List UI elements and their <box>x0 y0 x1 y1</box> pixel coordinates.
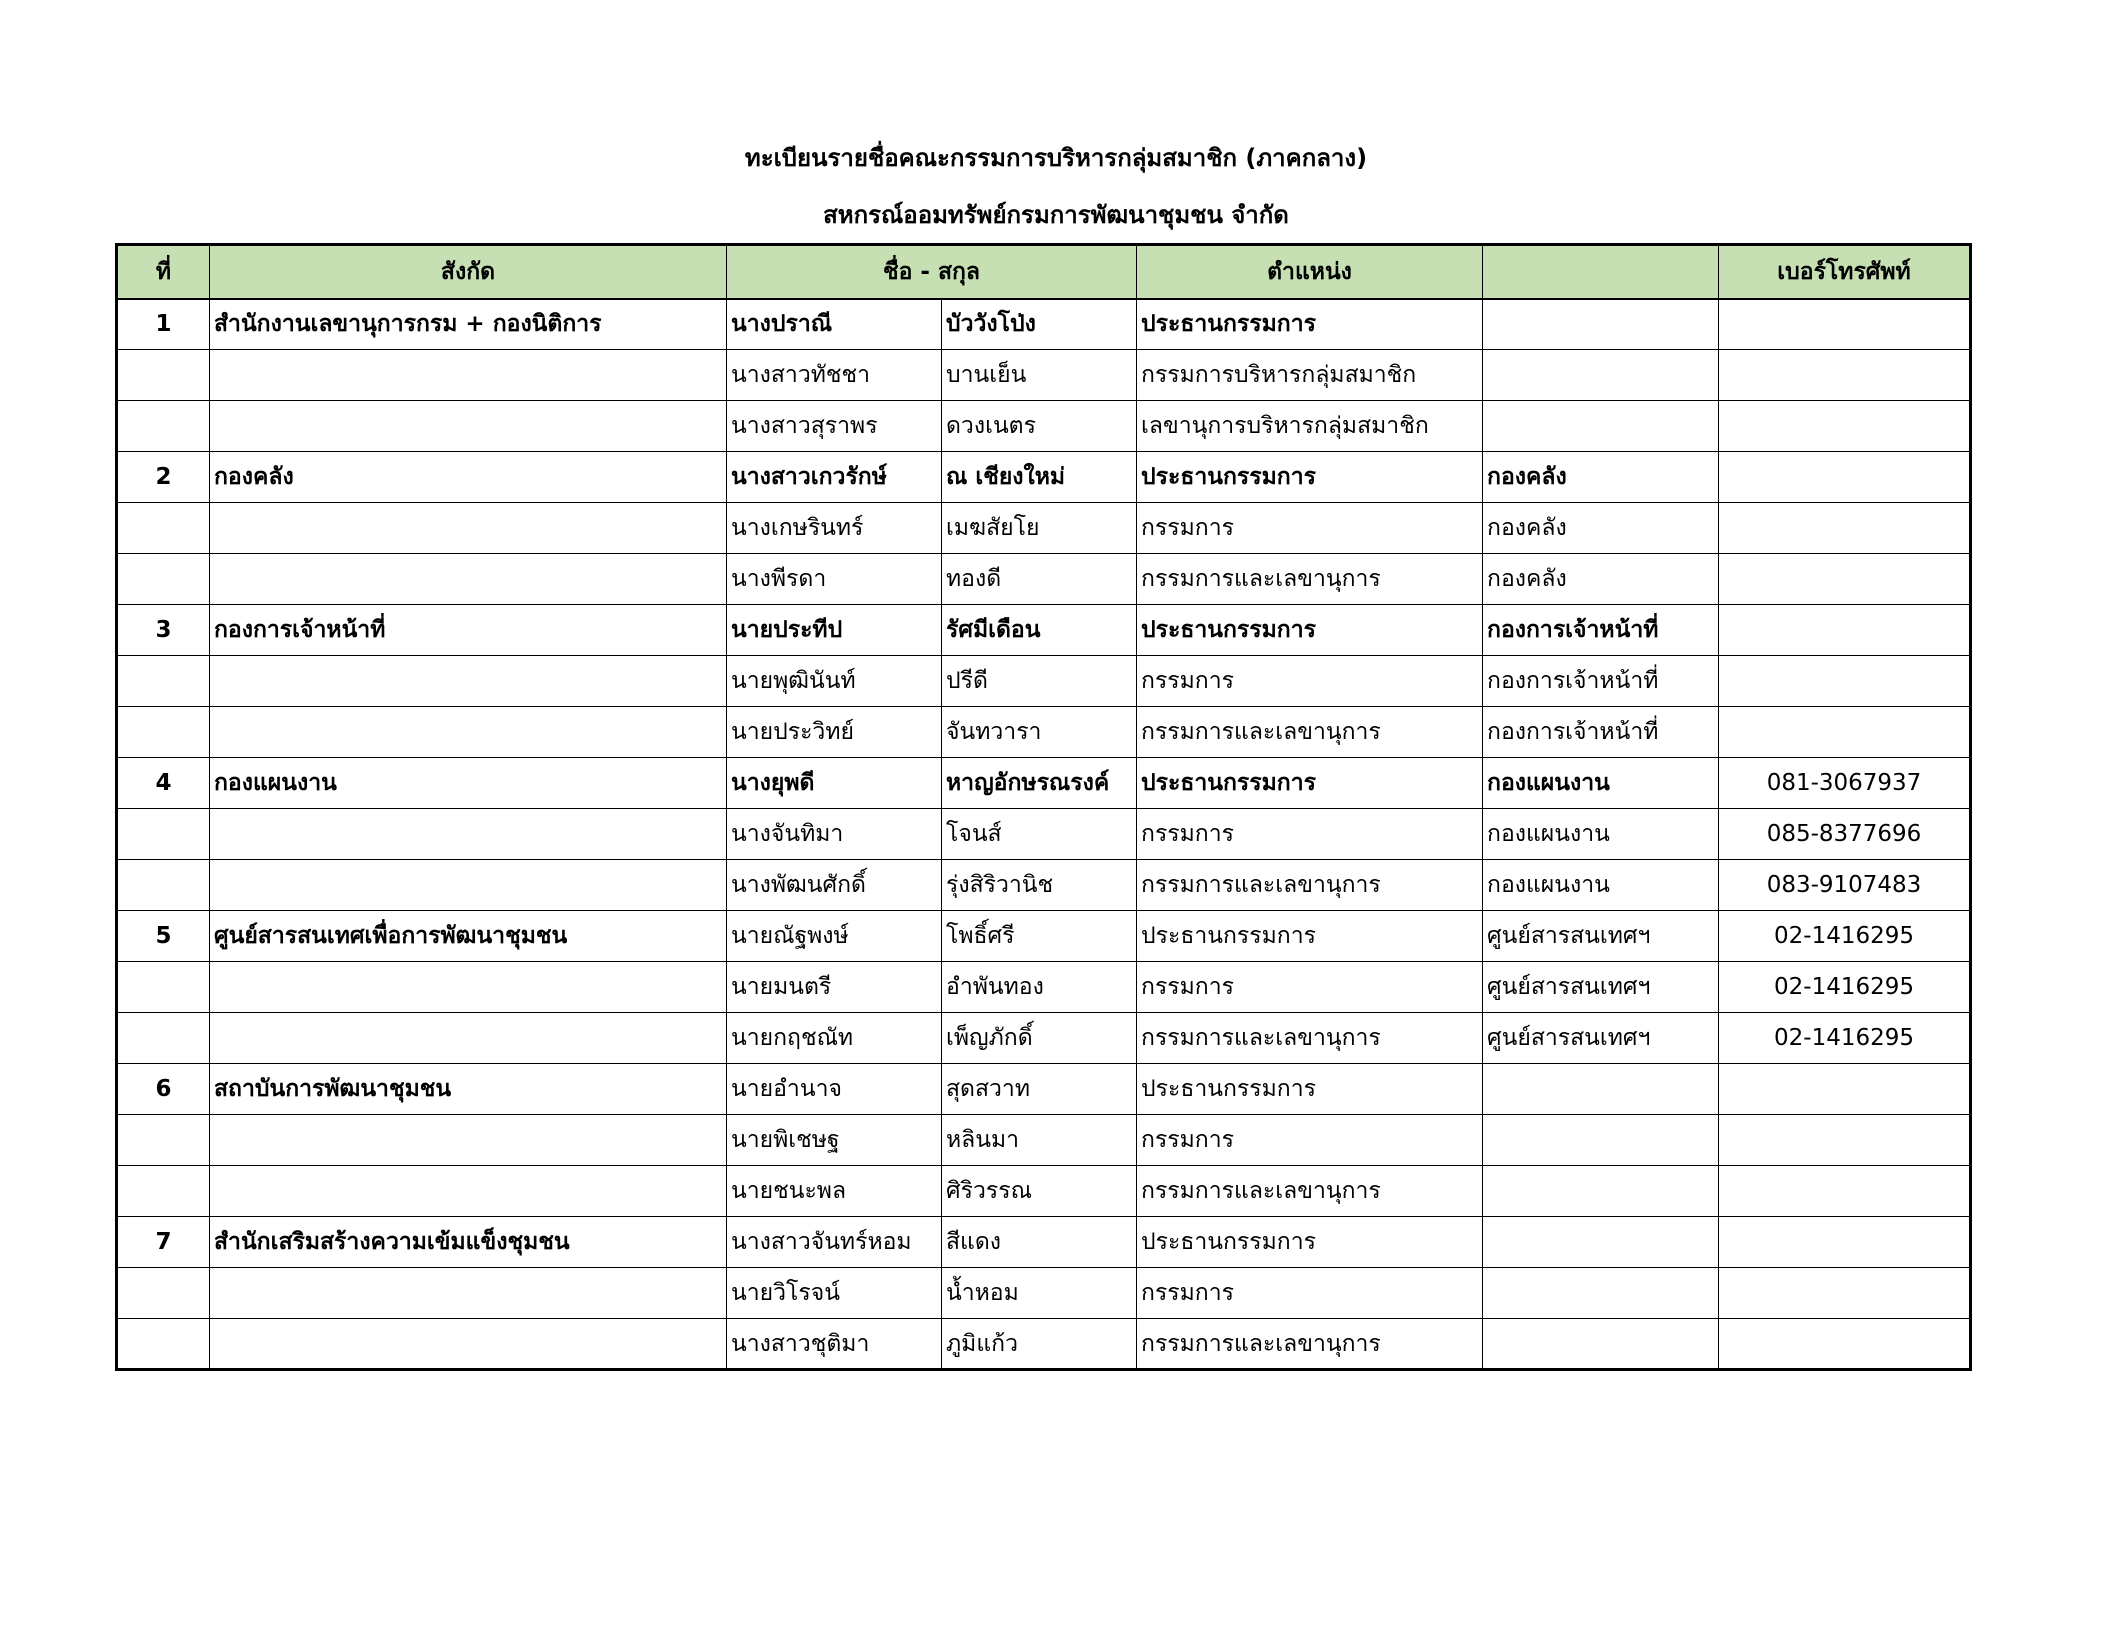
row-number <box>117 554 210 605</box>
row-number <box>117 503 210 554</box>
table-row <box>117 401 1971 452</box>
unit-cell: กองแผนงาน <box>210 758 727 809</box>
phone-cell <box>1719 350 1971 401</box>
last-name-cell: ภูมิแก้ว <box>942 1319 1137 1370</box>
table-row <box>117 350 1971 401</box>
header-dept <box>1483 245 1719 299</box>
position-cell: กรรมการ <box>1137 809 1483 860</box>
table-row <box>117 1013 1971 1064</box>
last-name-cell: โพธิ์ศรี <box>942 911 1137 962</box>
department-cell: กองคลัง <box>1483 503 1719 554</box>
unit-cell <box>210 1319 727 1370</box>
table-row <box>117 554 1971 605</box>
position-cell: กรรมการและเลขานุการ <box>1137 554 1483 605</box>
header-name: ชื่อ - สกุล <box>727 245 1137 299</box>
first-name-cell: นายชนะพล <box>727 1166 942 1217</box>
unit-cell <box>210 503 727 554</box>
table-row <box>117 758 1971 809</box>
last-name-cell: โจนส์ <box>942 809 1137 860</box>
last-name-cell: บานเย็น <box>942 350 1137 401</box>
department-cell <box>1483 350 1719 401</box>
last-name-cell: รัศมีเดือน <box>942 605 1137 656</box>
table-row <box>117 1319 1971 1370</box>
department-cell <box>1483 1268 1719 1319</box>
department-cell <box>1483 1217 1719 1268</box>
position-cell: กรรมการและเลขานุการ <box>1137 860 1483 911</box>
position-cell: ประธานกรรมการ <box>1137 452 1483 503</box>
phone-cell <box>1719 707 1971 758</box>
department-cell <box>1483 1166 1719 1217</box>
table-row <box>117 911 1971 962</box>
department-cell: ศูนย์สารสนเทศฯ <box>1483 1013 1719 1064</box>
unit-cell <box>210 707 727 758</box>
first-name-cell: นายมนตรี <box>727 962 942 1013</box>
last-name-cell: จันทวารา <box>942 707 1137 758</box>
unit-cell: สำนักงานเลขานุการกรม + กองนิติการ <box>210 299 727 350</box>
last-name-cell: สุดสวาท <box>942 1064 1137 1115</box>
position-cell: กรรมการ <box>1137 656 1483 707</box>
phone-cell <box>1719 1217 1971 1268</box>
phone-cell: 02-1416295 <box>1719 1013 1971 1064</box>
table-row <box>117 1217 1971 1268</box>
first-name-cell: นางพีรดา <box>727 554 942 605</box>
position-cell: กรรมการ <box>1137 503 1483 554</box>
unit-cell: กองคลัง <box>210 452 727 503</box>
phone-cell <box>1719 452 1971 503</box>
first-name-cell: นางพัฒนศักดิ์ <box>727 860 942 911</box>
position-cell: ประธานกรรมการ <box>1137 1064 1483 1115</box>
last-name-cell: เมฆสัยโย <box>942 503 1137 554</box>
department-cell <box>1483 1064 1719 1115</box>
phone-cell <box>1719 1115 1971 1166</box>
unit-cell: ศูนย์สารสนเทศเพื่อการพัฒนาชุมชน <box>210 911 727 962</box>
department-cell <box>1483 1115 1719 1166</box>
document-title: ทะเบียนรายชื่อคณะกรรมการบริหารกลุ่มสมาชิก (ภาคกลาง) <box>744 144 1368 172</box>
unit-cell <box>210 1115 727 1166</box>
phone-cell <box>1719 605 1971 656</box>
department-cell: กองการเจ้าหน้าที่ <box>1483 605 1719 656</box>
phone-cell: 02-1416295 <box>1719 911 1971 962</box>
phone-cell <box>1719 1319 1971 1370</box>
phone-cell: 02-1416295 <box>1719 962 1971 1013</box>
table-row <box>117 860 1971 911</box>
position-cell: กรรมการและเลขานุการ <box>1137 707 1483 758</box>
unit-cell <box>210 350 727 401</box>
department-cell: ศูนย์สารสนเทศฯ <box>1483 911 1719 962</box>
phone-cell: 085-8377696 <box>1719 809 1971 860</box>
last-name-cell: ณ เชียงใหม่ <box>942 452 1137 503</box>
first-name-cell: นางเกษรินทร์ <box>727 503 942 554</box>
table-row <box>117 1268 1971 1319</box>
row-number <box>117 401 210 452</box>
table-row <box>117 503 1971 554</box>
table-row <box>117 809 1971 860</box>
last-name-cell: หาญอักษรณรงค์ <box>942 758 1137 809</box>
row-number <box>117 656 210 707</box>
department-cell: กองแผนงาน <box>1483 758 1719 809</box>
unit-cell <box>210 656 727 707</box>
phone-cell <box>1719 1064 1971 1115</box>
department-cell <box>1483 401 1719 452</box>
phone-cell <box>1719 401 1971 452</box>
document-subtitle: สหกรณ์ออมทรัพย์กรมการพัฒนาชุมชน จำกัด <box>823 201 1289 229</box>
first-name-cell: นางสาวชุติมา <box>727 1319 942 1370</box>
last-name-cell: น้ำหอม <box>942 1268 1137 1319</box>
first-name-cell: นายประวิทย์ <box>727 707 942 758</box>
position-cell: กรรมการและเลขานุการ <box>1137 1013 1483 1064</box>
table-row <box>117 605 1971 656</box>
department-cell: ศูนย์สารสนเทศฯ <box>1483 962 1719 1013</box>
phone-cell <box>1719 1166 1971 1217</box>
last-name-cell: ดวงเนตร <box>942 401 1137 452</box>
position-cell: ประธานกรรมการ <box>1137 605 1483 656</box>
first-name-cell: นายกฤชณัท <box>727 1013 942 1064</box>
position-cell: กรรมการและเลขานุการ <box>1137 1319 1483 1370</box>
row-number: 6 <box>117 1064 210 1115</box>
first-name-cell: นางจันทิมา <box>727 809 942 860</box>
last-name-cell: เพ็ญภักดิ์ <box>942 1013 1137 1064</box>
phone-cell <box>1719 503 1971 554</box>
row-number <box>117 1319 210 1370</box>
first-name-cell: นายอำนาจ <box>727 1064 942 1115</box>
last-name-cell: รุ่งสิริวานิช <box>942 860 1137 911</box>
unit-cell <box>210 809 727 860</box>
table-header-row <box>117 245 1971 299</box>
department-cell: กองการเจ้าหน้าที่ <box>1483 707 1719 758</box>
row-number: 2 <box>117 452 210 503</box>
position-cell: ประธานกรรมการ <box>1137 911 1483 962</box>
position-cell: เลขานุการบริหารกลุ่มสมาชิก <box>1137 401 1483 452</box>
row-number: 5 <box>117 911 210 962</box>
department-cell: กองแผนงาน <box>1483 860 1719 911</box>
position-cell: ประธานกรรมการ <box>1137 1217 1483 1268</box>
last-name-cell: ทองดี <box>942 554 1137 605</box>
first-name-cell: นางสาวสุราพร <box>727 401 942 452</box>
position-cell: ประธานกรรมการ <box>1137 758 1483 809</box>
unit-cell <box>210 554 727 605</box>
first-name-cell: นายณัฐพงษ์ <box>727 911 942 962</box>
first-name-cell: นางสาวจันทร์หอม <box>727 1217 942 1268</box>
position-cell: กรรมการ <box>1137 962 1483 1013</box>
table-row <box>117 452 1971 503</box>
last-name-cell: ปรีดี <box>942 656 1137 707</box>
row-number <box>117 1013 210 1064</box>
last-name-cell: อำพันทอง <box>942 962 1137 1013</box>
header-phone: เบอร์โทรศัพท์ <box>1719 245 1971 299</box>
position-cell: กรรมการและเลขานุการ <box>1137 1166 1483 1217</box>
row-number: 7 <box>117 1217 210 1268</box>
last-name-cell: ศิริวรรณ <box>942 1166 1137 1217</box>
table-row <box>117 1064 1971 1115</box>
unit-cell <box>210 962 727 1013</box>
first-name-cell: นางสาวทัชชา <box>727 350 942 401</box>
unit-cell <box>210 1268 727 1319</box>
last-name-cell: บัววังโป่ง <box>942 299 1137 350</box>
first-name-cell: นายประทีป <box>727 605 942 656</box>
position-cell: กรรมการบริหารกลุ่มสมาชิก <box>1137 350 1483 401</box>
member-register-table <box>115 243 1972 1371</box>
unit-cell <box>210 1166 727 1217</box>
position-cell: กรรมการ <box>1137 1268 1483 1319</box>
table-row <box>117 299 1971 350</box>
unit-cell <box>210 1013 727 1064</box>
row-number: 4 <box>117 758 210 809</box>
first-name-cell: นางสาวเกวรักษ์ <box>727 452 942 503</box>
row-number <box>117 962 210 1013</box>
first-name-cell: นายวิโรจน์ <box>727 1268 942 1319</box>
header-no: ที่ <box>117 245 210 299</box>
phone-cell: 081-3067937 <box>1719 758 1971 809</box>
department-cell: กองแผนงาน <box>1483 809 1719 860</box>
phone-cell <box>1719 554 1971 605</box>
department-cell <box>1483 299 1719 350</box>
row-number <box>117 860 210 911</box>
row-number <box>117 1166 210 1217</box>
table-row <box>117 1166 1971 1217</box>
row-number <box>117 350 210 401</box>
row-number <box>117 1115 210 1166</box>
table-row <box>117 707 1971 758</box>
header-unit: สังกัด <box>210 245 727 299</box>
row-number: 1 <box>117 299 210 350</box>
table-row <box>117 656 1971 707</box>
unit-cell: สถาบันการพัฒนาชุมชน <box>210 1064 727 1115</box>
header-position: ตำแหน่ง <box>1137 245 1483 299</box>
row-number: 3 <box>117 605 210 656</box>
row-number <box>117 809 210 860</box>
department-cell: กองคลัง <box>1483 452 1719 503</box>
position-cell: กรรมการ <box>1137 1115 1483 1166</box>
row-number <box>117 1268 210 1319</box>
phone-cell: 083-9107483 <box>1719 860 1971 911</box>
unit-cell: สำนักเสริมสร้างความเข้มแข็งชุมชน <box>210 1217 727 1268</box>
last-name-cell: หลินมา <box>942 1115 1137 1166</box>
table-row <box>117 1115 1971 1166</box>
phone-cell <box>1719 656 1971 707</box>
unit-cell: กองการเจ้าหน้าที่ <box>210 605 727 656</box>
table-body <box>117 299 1971 1370</box>
unit-cell <box>210 860 727 911</box>
phone-cell <box>1719 299 1971 350</box>
row-number <box>117 707 210 758</box>
position-cell: ประธานกรรมการ <box>1137 299 1483 350</box>
unit-cell <box>210 401 727 452</box>
first-name-cell: นายพิเชษฐ <box>727 1115 942 1166</box>
first-name-cell: นางยุพดี <box>727 758 942 809</box>
table-row <box>117 962 1971 1013</box>
department-cell: กองคลัง <box>1483 554 1719 605</box>
first-name-cell: นางปราณี <box>727 299 942 350</box>
phone-cell <box>1719 1268 1971 1319</box>
department-cell <box>1483 1319 1719 1370</box>
last-name-cell: สีแดง <box>942 1217 1137 1268</box>
department-cell: กองการเจ้าหน้าที่ <box>1483 656 1719 707</box>
first-name-cell: นายพุฒินันท์ <box>727 656 942 707</box>
